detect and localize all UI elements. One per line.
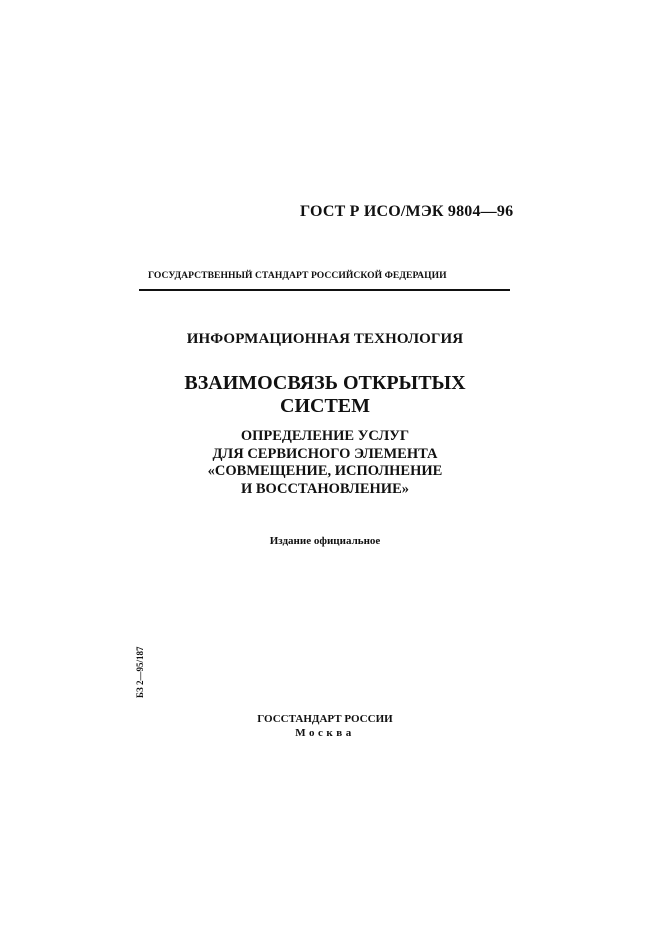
main-title-line: ВЗАИМОСВЯЗЬ ОТКРЫТЫХ — [184, 372, 466, 394]
sub-title — [100, 428, 550, 498]
main-title — [100, 372, 550, 418]
sub-title-line: ОПРЕДЕЛЕНИЕ УСЛУГ — [240, 428, 410, 444]
state-standard-header: ГОСУДАРСТВЕННЫЙ СТАНДАРТ РОССИЙСКОЙ ФЕДЕРАЦИИ — [148, 270, 447, 281]
side-catalog-code: БЗ 2—95/187 — [135, 646, 145, 698]
subject-heading: ИНФОРМАЦИОННАЯ ТЕХНОЛОГИЯ — [186, 331, 464, 347]
header-rule — [139, 289, 510, 291]
standard-designation: ГОСТ Р ИСО/МЭК 9804—96 — [300, 203, 514, 220]
sub-title-line: И ВОССТАНОВЛЕНИЕ» — [240, 480, 410, 497]
edition-label: Издание официальное — [269, 535, 381, 547]
sub-title-line: ДЛЯ СЕРВИСНОГО ЭЛЕМЕНТА — [212, 445, 438, 462]
main-title-line: СИСТЕМ — [280, 395, 370, 417]
publisher-name: ГОССТАНДАРТ РОССИИ — [257, 713, 393, 725]
publisher-block — [100, 712, 550, 740]
sub-title-line: «СОВМЕЩЕНИЕ, ИСПОЛНЕНИЕ — [207, 463, 443, 479]
publisher-city: Москва — [295, 727, 355, 739]
